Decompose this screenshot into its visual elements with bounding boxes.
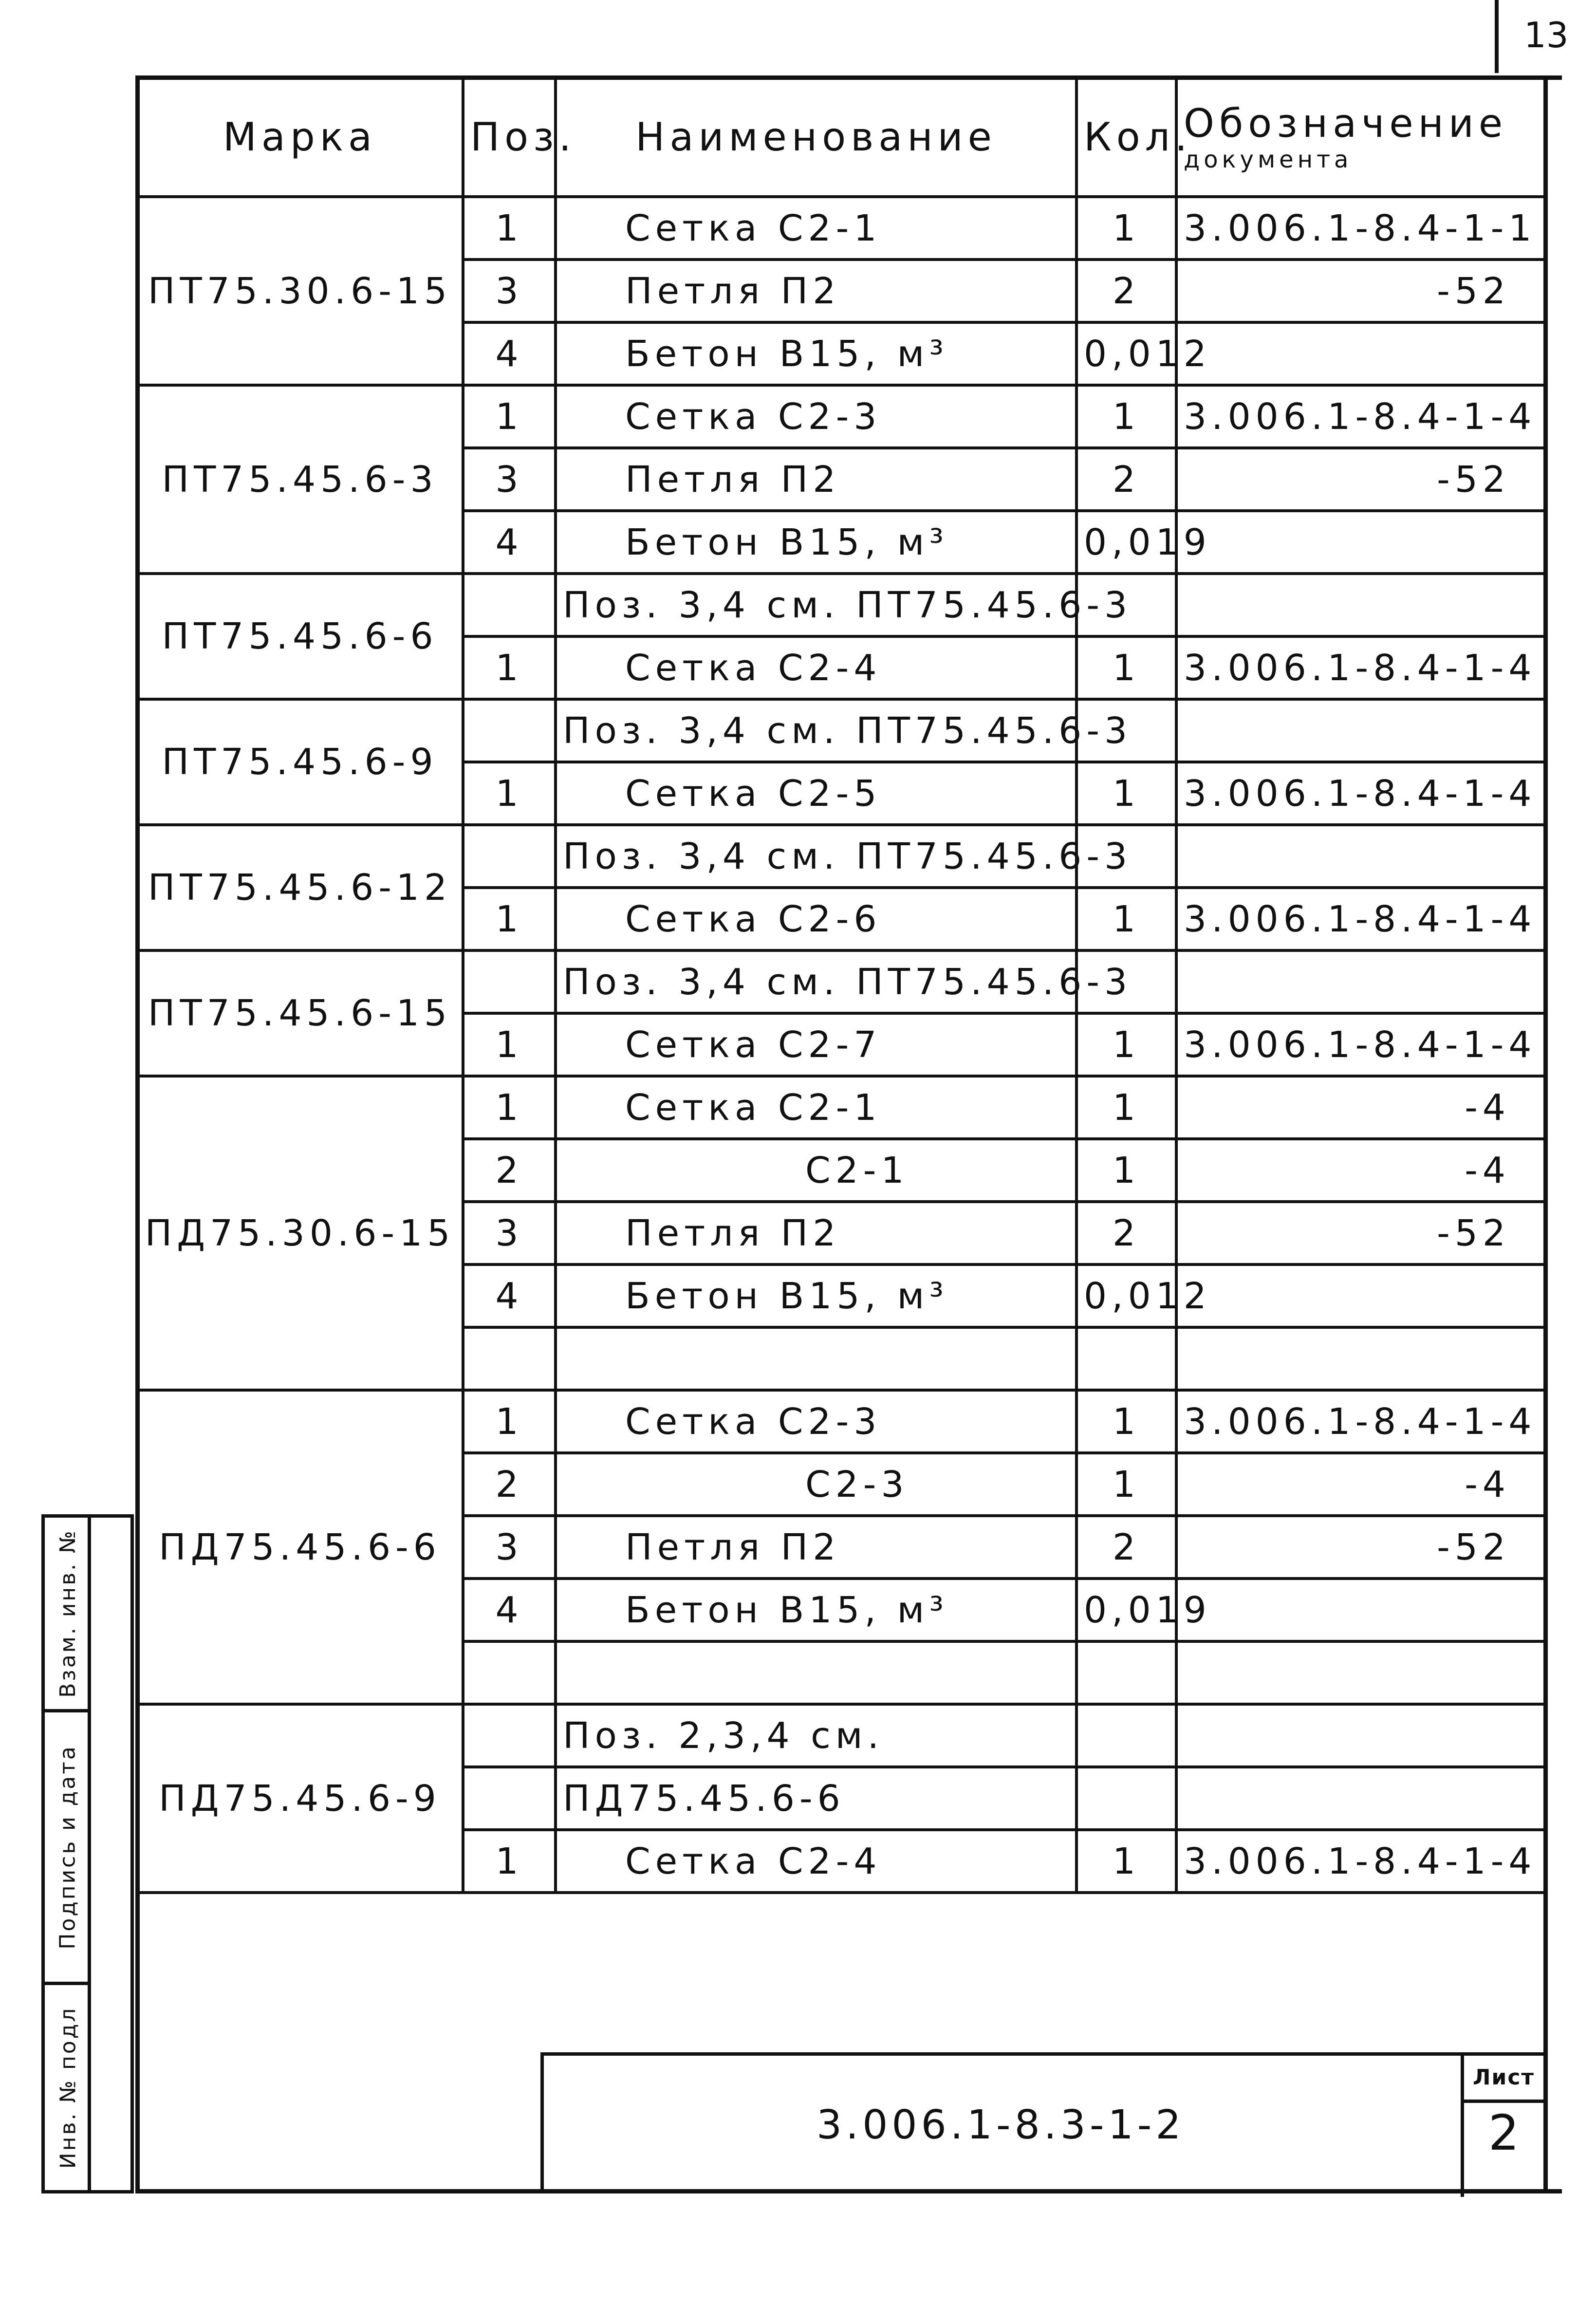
page-number: 13 [1524,15,1569,56]
cell-doc [1176,1641,1546,1704]
cell-name [556,1327,1076,1390]
page-number-divider [1495,0,1499,73]
cell-mark: ПТ75.45.6-12 [137,825,463,950]
cell-qty [1076,1327,1176,1390]
cell-doc [1176,574,1546,636]
cell-pos: 1 [463,1013,556,1076]
cell-doc: 3.006.1-8.4-1-4 [1176,1390,1546,1453]
header-pos: Поз. [463,77,556,197]
header-qty: Кол. [1076,77,1176,197]
side-stamp-sign-date-label: Подпись и дата [56,1745,80,1950]
cell-name: Петля П2 [556,1202,1076,1264]
cell-name: С2-1 [556,1139,1076,1202]
cell-name: Сетка С2-4 [556,1830,1076,1893]
cell-pos: 1 [463,385,556,448]
cell-qty: 1 [1076,1139,1176,1202]
cell-pos: 2 [463,1453,556,1516]
cell-doc [1176,825,1546,888]
side-stamp-replace-inv [45,1518,91,1712]
table-header-row [137,77,1546,197]
cell-pos [463,1704,556,1767]
cell-qty: 1 [1076,762,1176,825]
cell-doc [1176,1327,1546,1390]
side-stamp-inv-no-label: Инв. № подл [56,2006,81,2169]
cell-doc: 3.006.1-8.4-1-4 [1176,1830,1546,1893]
header-name: Наименование [556,77,1076,197]
cell-name: Поз. 3,4 см. ПТ75.45.6-3 [556,699,1076,762]
cell-doc: -52 [1176,260,1546,322]
cell-mark: ПТ75.45.6-6 [137,574,463,699]
cell-name: Петля П2 [556,1516,1076,1579]
cell-qty: 2 [1076,260,1176,322]
table-row [137,385,1546,448]
cell-pos [463,825,556,888]
cell-pos: 4 [463,511,556,574]
cell-doc [1176,322,1546,385]
cell-pos: 4 [463,322,556,385]
cell-name [556,1641,1076,1704]
cell-mark: ПД75.45.6-6 [137,1390,463,1704]
cell-pos: 3 [463,1202,556,1264]
cell-name: Петля П2 [556,260,1076,322]
cell-doc: -52 [1176,448,1546,511]
cell-name: Поз. 3,4 см. ПТ75.45.6-3 [556,950,1076,1013]
cell-name: Бетон В15, м³ [556,1264,1076,1327]
table-row [137,1076,1546,1139]
cell-pos: 1 [463,636,556,699]
cell-doc [1176,699,1546,762]
sheet-box [1461,2056,1543,2197]
document-code: 3.006.1-8.3-1-2 [817,2102,1185,2148]
cell-mark: ПТ75.30.6-15 [137,197,463,385]
cell-qty: 1 [1076,1830,1176,1893]
cell-name: Сетка С2-7 [556,1013,1076,1076]
cell-doc [1176,1704,1546,1767]
cell-mark: ПТ75.45.6-15 [137,950,463,1076]
cell-doc [1176,1579,1546,1641]
cell-qty: 1 [1076,1076,1176,1139]
cell-doc: -4 [1176,1076,1546,1139]
cell-name: ПД75.45.6-6 [556,1767,1076,1830]
cell-qty: 0,019 [1076,1579,1176,1641]
cell-name: Бетон В15, м³ [556,1579,1076,1641]
cell-name: Сетка С2-6 [556,888,1076,950]
cell-doc: -52 [1176,1516,1546,1579]
cell-pos [463,1327,556,1390]
cell-mark: ПД75.30.6-15 [137,1076,463,1390]
cell-pos: 4 [463,1579,556,1641]
header-doc-main: Обозначение [1184,100,1508,146]
cell-qty [1076,1704,1176,1767]
cell-pos: 1 [463,762,556,825]
cell-name: С2-3 [556,1453,1076,1516]
cell-name: Бетон В15, м³ [556,322,1076,385]
cell-qty: 0,019 [1076,511,1176,574]
cell-doc [1176,511,1546,574]
header-mark: Марка [137,77,463,197]
cell-pos: 1 [463,888,556,950]
cell-pos: 3 [463,260,556,322]
cell-qty: 1 [1076,1013,1176,1076]
cell-name: Сетка С2-1 [556,197,1076,260]
frame-right-edge [1543,75,1548,2193]
side-stamp-sign-date [45,1712,91,1985]
cell-pos: 4 [463,1264,556,1327]
cell-qty: 1 [1076,636,1176,699]
cell-doc: 3.006.1-8.4-1-4 [1176,1013,1546,1076]
cell-doc: 3.006.1-8.4-1-4 [1176,636,1546,699]
sheet-number: 2 [1488,2104,1520,2161]
cell-name: Сетка С2-3 [556,1390,1076,1453]
cell-qty: 2 [1076,1202,1176,1264]
cell-pos: 1 [463,197,556,260]
cell-qty: 1 [1076,1453,1176,1516]
cell-name: Петля П2 [556,448,1076,511]
cell-qty: 0,012 [1076,322,1176,385]
cell-doc: -4 [1176,1453,1546,1516]
cell-pos: 3 [463,1516,556,1579]
cell-pos [463,950,556,1013]
specification-table [135,75,1547,1894]
table-row [137,1390,1546,1453]
cell-doc [1176,1767,1546,1830]
table-row [137,1704,1546,1767]
sheet-label: Лист [1464,2056,1543,2103]
cell-name: Поз. 3,4 см. ПТ75.45.6-3 [556,825,1076,888]
cell-qty: 2 [1076,448,1176,511]
cell-pos: 2 [463,1139,556,1202]
cell-name: Сетка С2-4 [556,636,1076,699]
cell-mark: ПТ75.45.6-3 [137,385,463,574]
cell-pos: 1 [463,1076,556,1139]
cell-doc [1176,950,1546,1013]
cell-mark: ПД75.45.6-9 [137,1704,463,1893]
cell-doc: -4 [1176,1139,1546,1202]
cell-pos [463,1641,556,1704]
table-row [137,950,1546,1013]
cell-qty: 2 [1076,1516,1176,1579]
cell-pos: 1 [463,1830,556,1893]
cell-name: Сетка С2-5 [556,762,1076,825]
cell-pos [463,1767,556,1830]
cell-name: Сетка С2-3 [556,385,1076,448]
cell-doc: 3.006.1-8.4-1-4 [1176,888,1546,950]
side-stamp [41,1514,134,2193]
cell-qty [1076,1641,1176,1704]
cell-pos [463,574,556,636]
cell-qty: 1 [1076,385,1176,448]
cell-doc: 3.006.1-8.4-1-4 [1176,385,1546,448]
cell-doc: 3.006.1-8.4-1-4 [1176,762,1546,825]
cell-pos: 3 [463,448,556,511]
cell-qty: 1 [1076,888,1176,950]
side-stamp-inv-no [45,1985,91,2190]
cell-name: Бетон В15, м³ [556,511,1076,574]
header-doc [1176,77,1546,197]
title-block [540,2052,1543,2193]
cell-qty [1076,1767,1176,1830]
cell-pos: 1 [463,1390,556,1453]
cell-qty: 1 [1076,197,1176,260]
cell-name: Поз. 2,3,4 см. [556,1704,1076,1767]
cell-qty: 0,012 [1076,1264,1176,1327]
cell-name: Сетка С2-1 [556,1076,1076,1139]
header-doc-sub: документа [1184,146,1353,173]
table-row [137,825,1546,888]
side-stamp-label-column [45,1518,91,2190]
cell-doc: 3.006.1-8.4-1-1 [1176,197,1546,260]
side-stamp-replace-inv-label: Взам. инв. № [56,1529,80,1698]
cell-doc [1176,1264,1546,1327]
cell-name: Поз. 3,4 см. ПТ75.45.6-3 [556,574,1076,636]
cell-doc: -52 [1176,1202,1546,1264]
cell-qty: 1 [1076,1390,1176,1453]
table-row [137,699,1546,762]
table-row [137,574,1546,636]
cell-pos [463,699,556,762]
table-row [137,197,1546,260]
cell-mark: ПТ75.45.6-9 [137,699,463,825]
